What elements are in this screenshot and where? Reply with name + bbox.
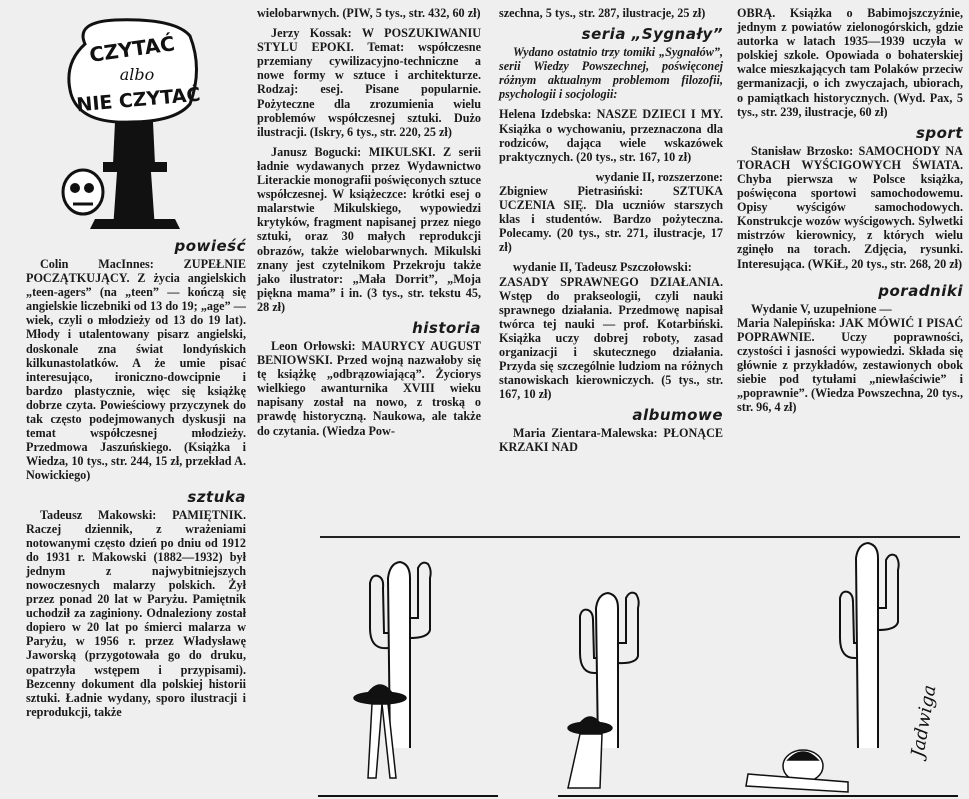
review-kossak: Jerzy Kossak: W POSZUKIWANIU STYLU EPOKI. Temat: współczesne przemiany cywilizacyjno-techniczne a nowe formy w sztuce i architekturze. Rodzaj: esej. Pisane popularnie. Pożyteczne dla zrozumienia wielu problemów współczesnej sztuki. Dużo ilustracji. (Iskry, 6 tys., str. 220, 25 zł)	[257, 26, 481, 139]
edition-note: Wydanie V, uzupełnione —	[751, 301, 892, 316]
logo-line3: NIE CZYTAĆ	[75, 83, 202, 117]
review-nalepinska: Maria Nalepińska: JAK MÓWIĆ I PISAĆ POPRAWNIE. Uczy poprawności, czystości i jasności wypowiedzi. Składa się głównie z przykładów, zestawionych obok siebie pod tytułami „niewłaściwie” i „poprawnie”. (Wiedza Powszechna, 20 tys., str. 96, 4 zł)	[737, 315, 963, 415]
review-orlowski: Leon Orłowski: MAURYCY AUGUST BENIOWSKI. Przed wojną nazwałoby się tę książkę „odbrązowiającą”. Życiorys wielkiego awanturnika XVIII wieku napisany został na nowo, z troską o prawdę historyczną. Naukowa, ale także do czytania. (Wiedza Pow-	[257, 338, 481, 438]
section-heading-poradniki: poradniki	[878, 281, 963, 300]
column-logo	[55, 14, 205, 236]
review-continuation: szechna, 5 tys., str. 287, ilustracje, 25 zł)	[499, 6, 706, 20]
review-bogucki: Janusz Bogucki: MIKULSKI. Z serii ładnie wydawanych przez Wydawnictwo Literackie monografii poświęconych sztuce współczesnej. W książeczce: krótki esej o malarstwie Mikulskiego, wypowiedzi krytyków, fragment napisanej przez niego sztuki, oraz 30 małych reprodukcji obrazów, także wielobarwnych. Mikulski znany jest czytelnikom Przekroju także jako ilustrator: „Mała Dorrit”, „Moja piękna mama” i in. (3 tys., str. tekstu 45, 28 zł)	[257, 144, 481, 314]
section-heading-historia: historia	[412, 318, 481, 337]
section-heading-sztuka: sztuka	[187, 487, 246, 506]
logo-line1: CZYTAĆ	[87, 31, 177, 67]
review-macinnes: Colin MacInnes: ZUPEŁNIE POCZĄTKUJĄCY. Z życia angielskich „teen-agers” (na „teen” — kończą się angielskie liczebniki od 13 do 19; „age” — wiek, czyli o młodzieży od 13 do 19 lat). Młody i utalentowany pisarz angielski, doskonale zna świat londyńskich kilkunastolatków. A że umie pisać interesująco, ironiczno-dowcipnie i bardzo plastycznie, więc się książkę dobrze czyta. Powieściowy przyczynek do tak często podejmowanych dyskusji na temat współczesnej młodzieży. Przedmowa Jaszuńskiego. (Książka i Wiedza, 10 tys., str. 244, 15 zł, przekład A. Nowickiego)	[26, 257, 246, 483]
review-izdebska: Helena Izdebska: NASZE DZIECI I MY. Książka o wychowaniu, przeznaczona dla rodziców, dająca wiele wskazówek praktycznych. (20 tys., str. 167, 10 zł)	[499, 107, 723, 164]
artist-signature: Jadwiga	[907, 683, 941, 759]
column-4	[737, 6, 963, 420]
edition-note: wydanie II, rozszerzone:	[595, 169, 723, 184]
series-intro: Wydano ostatnio trzy tomiki „Sygnałów”, serii Wiedzy Powszechnej, poświęconej różnym aktualnym problemom filozofii, psychologii i socjologii:	[499, 45, 723, 102]
review-pszczolowski: ZASADY SPRAWNEGO DZIAŁANIA. Wstęp do prakseologii, czyli nauki sprawnego działania. Przedmowę napisał twórca tej nauki — prof. Kotarbiński. Książka uczy dobrej roboty, zasad organizacji i skutecznego działania. Przyda się szczególnie ludziom na różnych stanowiskach kierowniczych. (5 tys., str. 167, 10 zł)	[499, 274, 723, 402]
column-3	[499, 6, 723, 461]
logo-line2: albo	[119, 65, 155, 84]
review-pietrasinski: Zbigniew Pietrasiński: SZTUKA UCZENIA SIĘ. Dla uczniów starszych klas i studentów. Bardzo pożyteczna. Polecamy. (20 tys., str. 271, ilustracje, 17 zł)	[499, 183, 723, 255]
section-heading-powiesc: powieść	[174, 237, 246, 255]
review-continuation: wielobarwnych. (PIW, 5 tys., str. 432, 60 zł)	[257, 6, 481, 20]
review-brzosko: Stanisław Brzosko: SAMOCHODY NA TORACH WYŚCIGOWYCH ŚWIATA. Chyba pierwsza w Polsce książka, poświęcona sportowi samochodowemu. Opisy wyścigów samochodowych. Konstrukcje wozów wyścigowych. Sylwetki mistrzów kierownicy, z których wielu zginęło na torach. Zdjęcia, rysunki. Interesująca. (WKiŁ, 20 tys., str. 268, 20 zł)	[737, 143, 963, 271]
column-2	[257, 6, 481, 444]
section-heading-albumowe: albumowe	[632, 406, 723, 425]
review-makowski: Tadeusz Makowski: PAMIĘTNIK. Raczej dziennik, z wrażeniami notowanymi często dzień po dniu od 1912 do 1931 r. Makowski (1882—1932) był jednym z najwybitniejszych nowoczesnych malarzy polskich. Żył przez ponad 20 lat w Paryżu. Pamiętnik uchodził za zaginiony. Odnaleziony został dopiero w 20 lat po śmierci malarza w Paryżu, w 1956 r. przez Władysławę Jaworską (przygotowała go do druku, opatrzyła wstępem i przypisami). Bezcenny dokument dla polskiej historii sztuki. Ładnie wydany, sporo ilustracji i reprodukcji, także	[26, 507, 246, 719]
review-zientara: Maria Zientara-Malewska: PŁONĄCE KRZAKI NAD	[499, 426, 723, 455]
column-1	[26, 232, 246, 725]
cactus-cartoon-illustration	[318, 538, 969, 799]
section-heading-sport: sport	[915, 123, 963, 142]
edition-note: wydanie II, Tadeusz Pszczołowski:	[513, 260, 692, 275]
section-heading-seria: seria „Sygnały”	[581, 25, 723, 44]
review-continuation: OBRĄ. Książka o Babimojszczyźnie, jednym z powiatów zielonogórskich, gdzie autorka w latach 1935—1939 uczyła w polskiej szkole. Opowiada o bohaterskiej walce mieszkających tam Polaków przeciw germanizacji, o ich zwyczajach, ubiorach, o pamiątkach historycznych. (Wyd. Pax, 5 tys., str. 239, ilustracje, 60 zł)	[737, 6, 963, 119]
